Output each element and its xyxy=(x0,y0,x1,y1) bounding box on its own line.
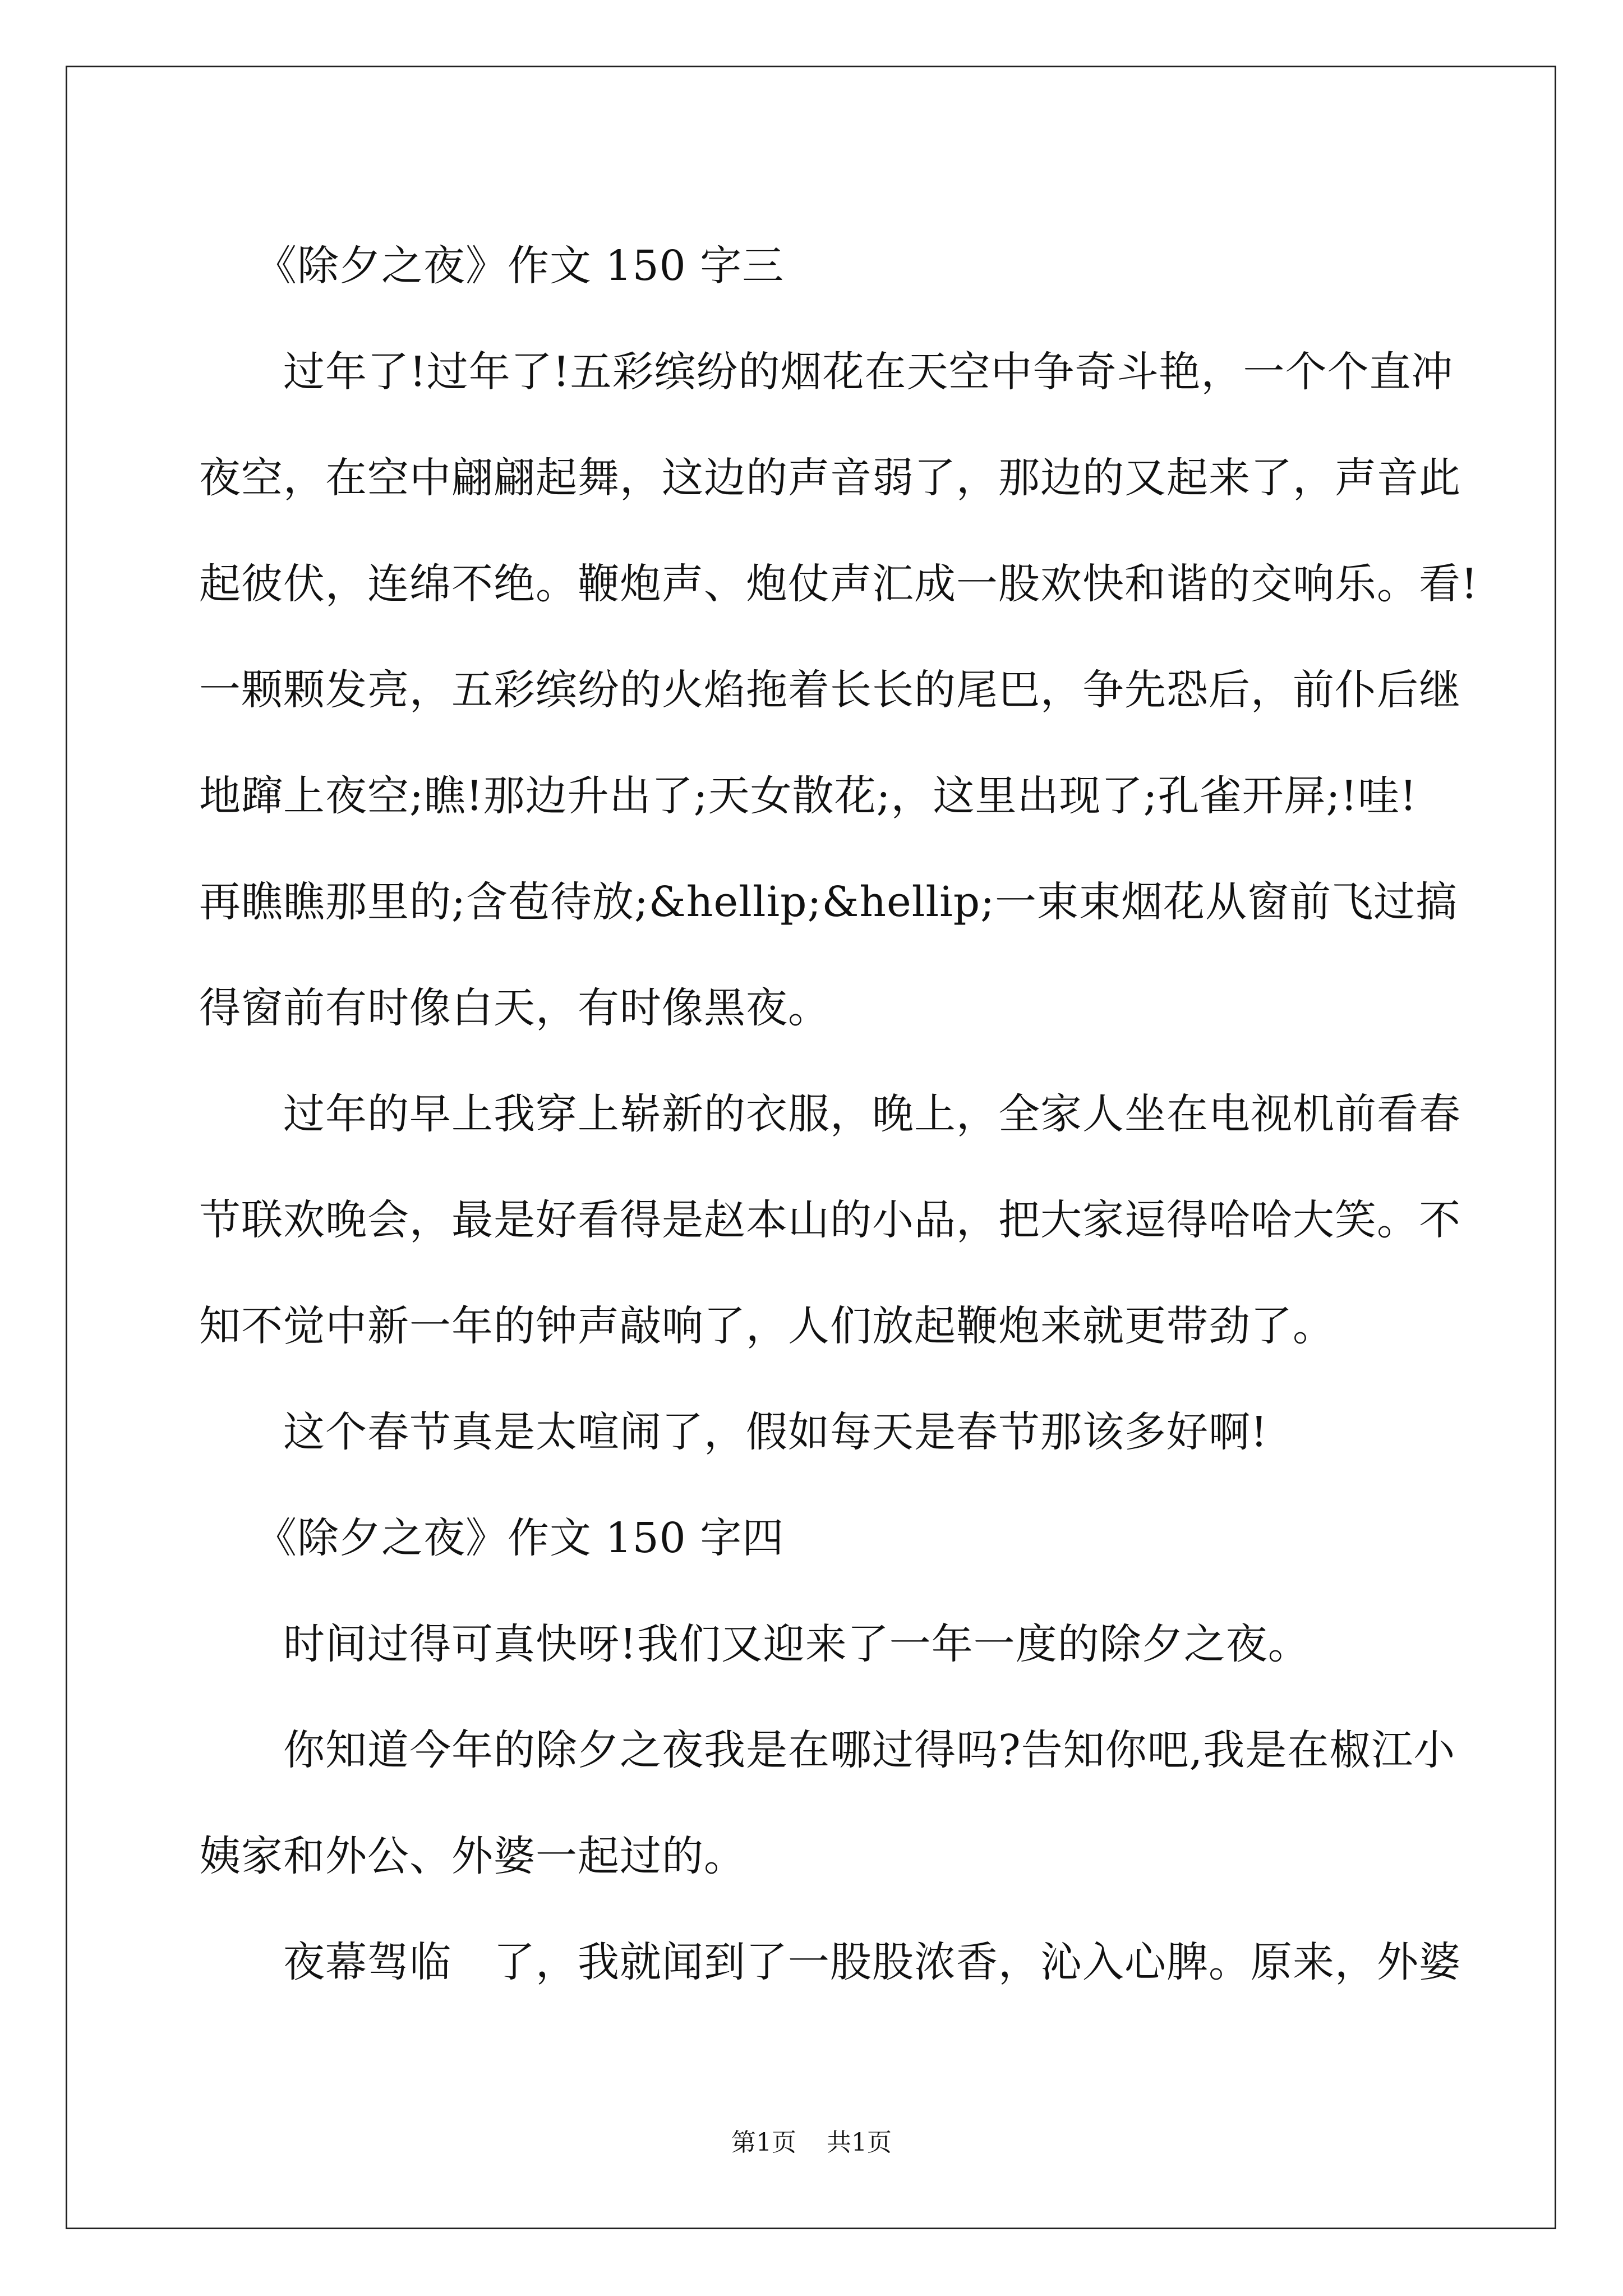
paragraph-line: 夜空，在空中翩翩起舞，这边的声音弱了，那边的又起来了，声音此 xyxy=(199,454,1461,502)
paragraph-line: 姨家和外公、外婆一起过的。 xyxy=(199,1832,746,1880)
page-total: 共1页 xyxy=(827,2128,892,2157)
section-heading: 《除夕之夜》作文 150 字四 xyxy=(255,1514,785,1562)
paragraph-line: 过年的早上我穿上崭新的衣服，晚上，全家人坐在电视机前看春 xyxy=(283,1090,1461,1138)
paragraph-line: 时间过得可真快呀!我们又迎来了一年一度的除夕之夜。 xyxy=(283,1620,1310,1668)
paragraph-line: 地蹿上夜空;瞧!那边升出了;天女散花;，这里出现了;孔雀开屏;!哇! xyxy=(199,772,1417,820)
section-heading: 《除夕之夜》作文 150 字三 xyxy=(255,242,785,290)
paragraph-line: 这个春节真是太喧闹了，假如每天是春节那该多好啊! xyxy=(283,1408,1268,1456)
paragraph-line: 起彼伏，连绵不绝。鞭炮声、炮仗声汇成一股欢快和谐的交响乐。看! xyxy=(199,560,1478,608)
paragraph-line: 夜幕驾临 了，我就闻到了一股股浓香，沁入心脾。原来，外婆 xyxy=(283,1938,1461,1986)
paragraph-line: 节联欢晚会，最是好看得是赵本山的小品，把大家逗得哈哈大笑。不 xyxy=(199,1196,1461,1244)
paragraph-line: 一颗颗发亮，五彩缤纷的火焰拖着长长的尾巴，争先恐后，前仆后继 xyxy=(199,666,1461,714)
paragraph-line: 再瞧瞧那里的;含苞待放;&hellip;&hellip;一束束烟花从窗前飞过搞 xyxy=(199,878,1458,926)
paragraph-line: 你知道今年的除夕之夜我是在哪过得吗?告知你吧,我是在椒江小 xyxy=(283,1726,1456,1774)
paragraph-line: 知不觉中新一年的钟声敲响了，人们放起鞭炮来就更带劲了。 xyxy=(199,1302,1335,1350)
page-number: 第1页 xyxy=(731,2128,796,2157)
paragraph-line: 过年了!过年了!五彩缤纷的烟花在天空中争奇斗艳，一个个直冲 xyxy=(283,348,1454,396)
page-footer xyxy=(0,2126,1623,2160)
document-body xyxy=(199,213,1478,2016)
paragraph-line: 得窗前有时像白天，有时像黑夜。 xyxy=(199,984,830,1032)
